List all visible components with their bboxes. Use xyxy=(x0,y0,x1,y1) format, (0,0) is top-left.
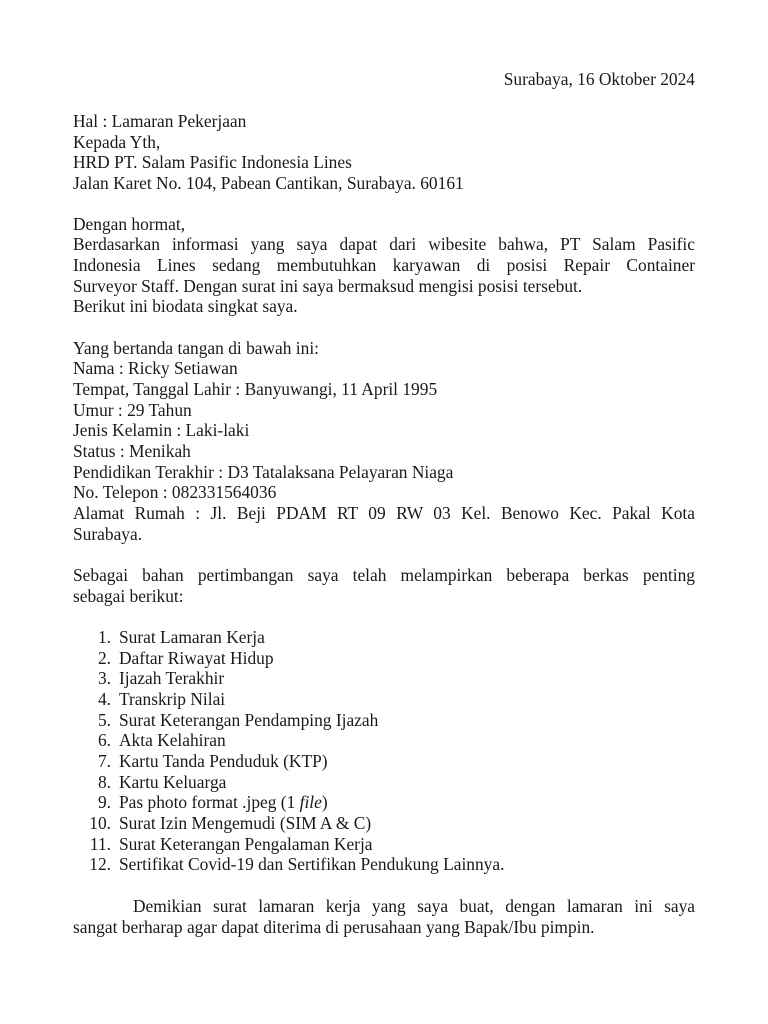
closing-line-2: sangat berharap agar dapat diterima di perusahaan yang Bapak/Ibu pimpin. xyxy=(73,917,595,937)
intro-line-2: Indonesia Lines sedang membutuhkan karyawan di posisi Repair Container xyxy=(73,255,695,275)
list-item-number: 1. xyxy=(97,627,111,647)
list-item-number: 11. xyxy=(89,834,111,854)
list-item-text: Surat Keterangan Pengalaman Kerja xyxy=(119,834,373,854)
biodata-age: Umur : 29 Tahun xyxy=(73,400,192,420)
letter-date: Surabaya, 16 Oktober 2024 xyxy=(503,69,695,89)
list-item-text: Kartu Tanda Penduduk (KTP) xyxy=(119,751,328,771)
closing-line-1: Demikian surat lamaran kerja yang saya buat, dengan lamaran ini saya xyxy=(133,896,695,916)
biodata-phone: No. Telepon : 082331564036 xyxy=(73,482,277,502)
list-item-number: 3. xyxy=(97,668,111,688)
list-item-text-italic: file xyxy=(299,792,322,812)
biodata-birth: Tempat, Tanggal Lahir : Banyuwangi, 11 April 1995 xyxy=(73,379,438,399)
list-item-number: 7. xyxy=(97,751,111,771)
list-item-number: 8. xyxy=(97,772,111,792)
list-item-text: Surat Izin Mengemudi (SIM A & C) xyxy=(119,813,372,833)
list-item-text: Transkrip Nilai xyxy=(119,689,226,709)
list-item-text: Akta Kelahiran xyxy=(119,730,226,750)
biodata-education: Pendidikan Terakhir : D3 Tatalaksana Pelayaran Niaga xyxy=(73,462,454,482)
list-item-text: Daftar Riwayat Hidup xyxy=(119,648,274,668)
recipient-address: Jalan Karet No. 104, Pabean Cantikan, Surabaya. 60161 xyxy=(73,173,464,193)
list-item-text: Kartu Keluarga xyxy=(119,772,227,792)
intro-line-4: Berikut ini biodata singkat saya. xyxy=(73,296,298,316)
list-item-text: Surat Keterangan Pendamping Ijazah xyxy=(119,710,379,730)
list-item-text: Sertifikat Covid-19 dan Sertifikan Pendukung Lainnya. xyxy=(119,854,505,874)
biodata-address-line-1: Alamat Rumah : Jl. Beji PDAM RT 09 RW 03 Kel. Benowo Kec. Pakal Kota xyxy=(73,503,695,523)
list-item-text: Surat Lamaran Kerja xyxy=(119,627,265,647)
biodata-gender: Jenis Kelamin : Laki-laki xyxy=(73,420,250,440)
list-item-number: 2. xyxy=(97,648,111,668)
attachments-intro-line-2: sebagai berikut: xyxy=(73,586,184,606)
list-item-text: Ijazah Terakhir xyxy=(119,668,225,688)
greeting: Dengan hormat, xyxy=(73,214,186,234)
list-item-number: 12. xyxy=(89,854,111,874)
recipient-salutation: Kepada Yth, xyxy=(73,132,161,152)
letter-subject: Hal : Lamaran Pekerjaan xyxy=(73,111,247,131)
biodata-status: Status : Menikah xyxy=(73,441,191,461)
list-item-number: 10. xyxy=(89,813,111,833)
list-item-text-part: ) xyxy=(321,792,328,812)
list-item-number: 6. xyxy=(97,730,111,750)
attachments-intro-line-1: Sebagai bahan pertimbangan saya telah melampirkan beberapa berkas penting xyxy=(73,565,695,585)
list-item-text xyxy=(119,792,328,812)
biodata-address-line-2: Surabaya. xyxy=(73,524,143,544)
list-item-number: 9. xyxy=(97,792,111,812)
biodata-heading: Yang bertanda tangan di bawah ini: xyxy=(73,338,319,358)
recipient-company: HRD PT. Salam Pasific Indonesia Lines xyxy=(73,152,352,172)
list-item-number: 5. xyxy=(97,710,111,730)
intro-line-1: Berdasarkan informasi yang saya dapat dari wibesite bahwa, PT Salam Pasific xyxy=(73,234,695,254)
intro-line-3: Surveyor Staff. Dengan surat ini saya bermaksud mengisi posisi tersebut. xyxy=(73,276,583,296)
list-item-text-part: Pas photo format .jpeg (1 xyxy=(119,792,300,812)
list-item-number: 4. xyxy=(97,689,111,709)
biodata-name: Nama : Ricky Setiawan xyxy=(73,358,238,378)
